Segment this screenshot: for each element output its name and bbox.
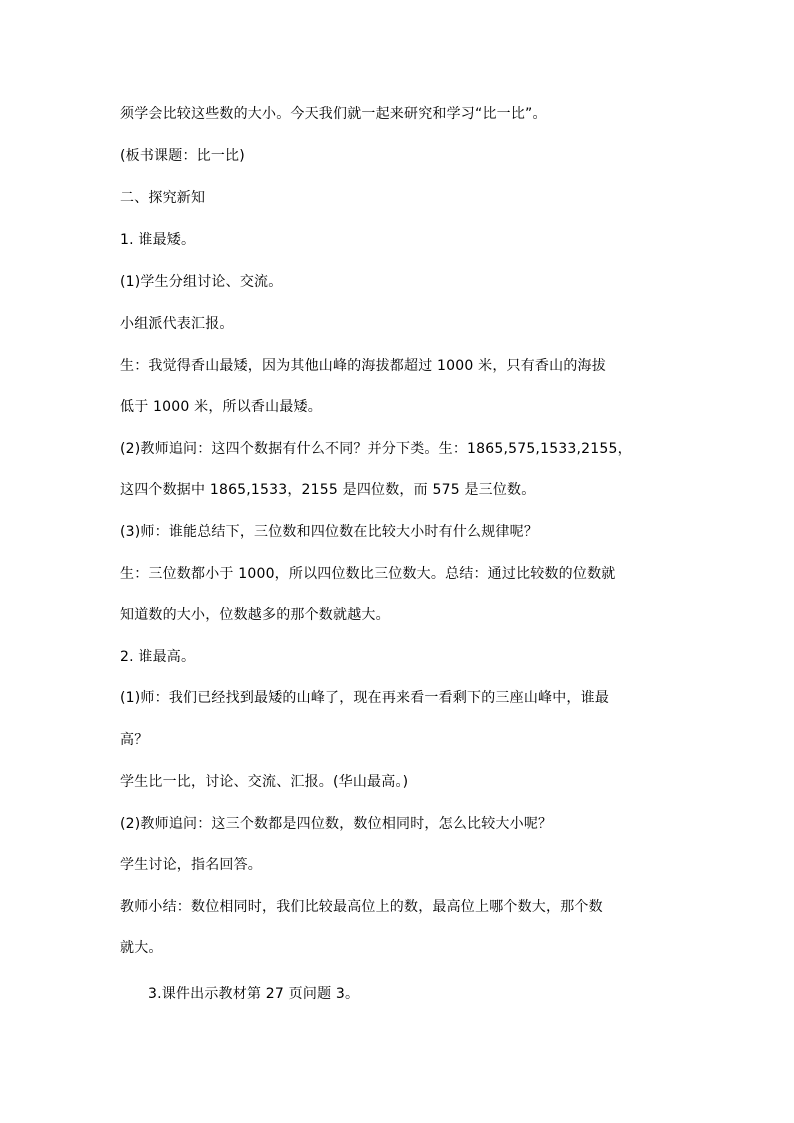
paragraph-line: 学生比一比，讨论、交流、汇报。(华山最高。) (120, 774, 409, 790)
paragraph-line: (板书课题：比一比) (120, 148, 245, 164)
paragraph-line: 生：三位数都小于 1000，所以四位数比三位数大。总结：通过比较数的位数就 (120, 566, 616, 582)
paragraph-line: 小组派代表汇报。 (120, 316, 234, 332)
subsection-heading: 1. 谁最矮。 (120, 232, 196, 248)
paragraph-line: 须学会比较这些数的大小。今天我们就一起来研究和学习“比一比”。 (120, 106, 547, 122)
paragraph-line: 高？ (120, 732, 149, 748)
paragraph-line: (3)师：谁能总结下，三位数和四位数在比较大小时有什么规律呢？ (120, 524, 539, 540)
paragraph-line: (2)教师追问：这四个数据有什么不同？并分下类。生：1865,575,1533,2155， (120, 441, 632, 457)
subsection-heading: 3.课件出示教材第 27 页问题 3。 (148, 986, 360, 1002)
subsection-heading: 2. 谁最高。 (120, 649, 196, 665)
paragraph-line: 生：我觉得香山最矮，因为其他山峰的海拔都超过 1000 米，只有香山的海拔 (120, 358, 606, 374)
paragraph-line: 教师小结：数位相同时，我们比较最高位上的数，最高位上哪个数大，那个数 (120, 899, 603, 915)
paragraph-line: (2)教师追问：这三个数都是四位数，数位相同时，怎么比较大小呢？ (120, 816, 553, 832)
paragraph-line: 知道数的大小，位数越多的那个数就越大。 (120, 607, 390, 623)
paragraph-line: 学生讨论，指名回答。 (120, 857, 262, 873)
paragraph-line: 就大。 (120, 940, 163, 956)
paragraph-line: 这四个数据中 1865,1533，2155 是四位数，而 575 是三位数。 (120, 482, 536, 498)
paragraph-line: 低于 1000 米，所以香山最矮。 (120, 399, 322, 415)
paragraph-line: (1)学生分组讨论、交流。 (120, 274, 283, 290)
section-heading: 二、探究新知 (120, 190, 206, 206)
paragraph-line: (1)师：我们已经找到最矮的山峰了，现在再来看一看剩下的三座山峰中，谁最 (120, 690, 610, 706)
